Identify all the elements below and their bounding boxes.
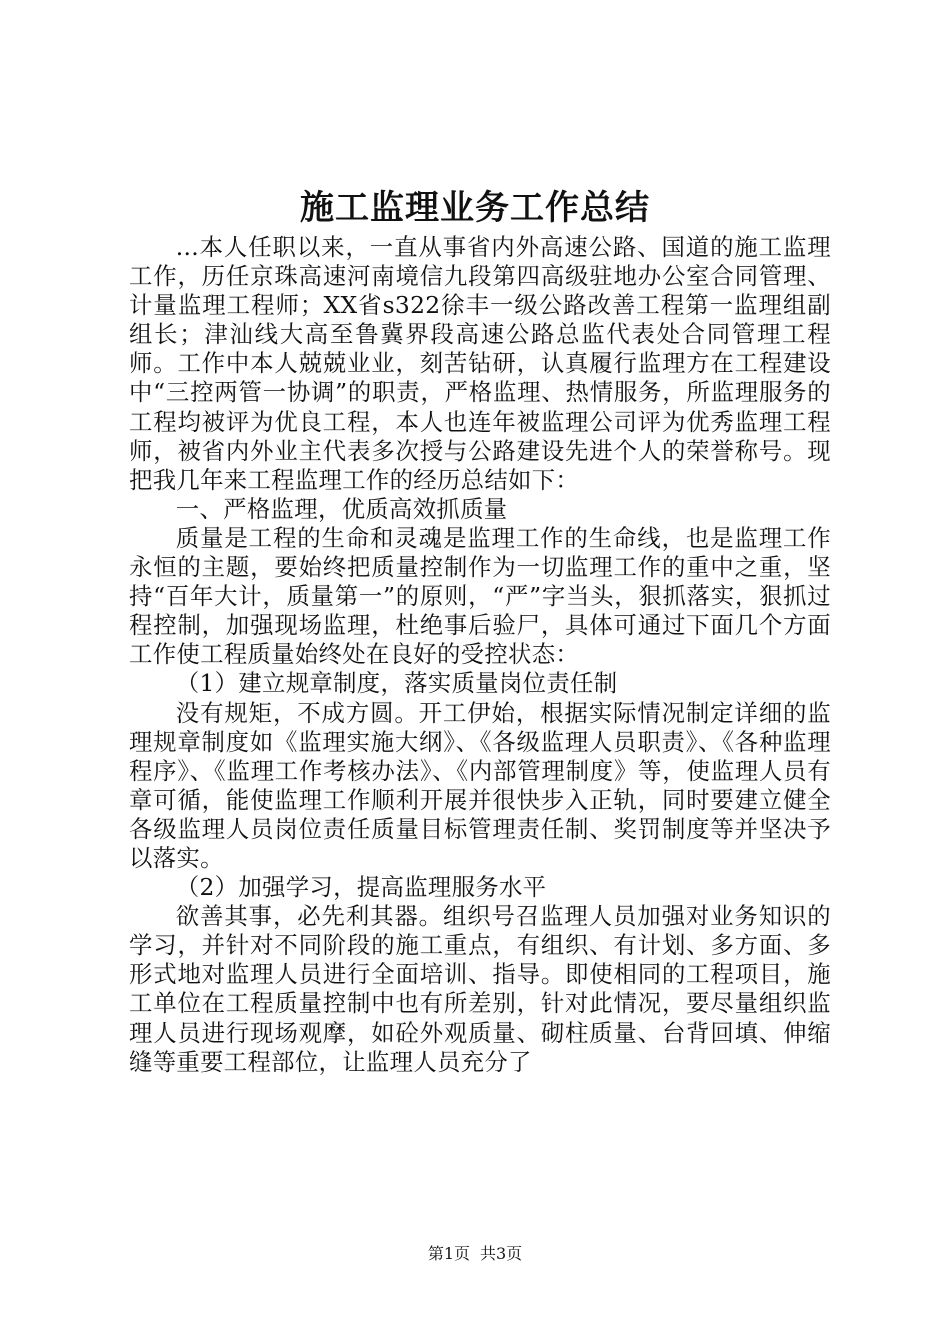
page-footer xyxy=(0,1243,950,1265)
paragraph-quality: 质量是工程的生命和灵魂是监理工作的生命线，也是监理工作永恒的主题，要始终把质量控制作为一切监理工作的重中之重，坚持“百年大计，质量第一”的原则，“严”字当头，狠抓落实，狠抓过程控制，加强现场监理，杜绝事后验尸，具体可通过下面几个方面工作使工程质量始终处在良好的受控状态： xyxy=(129,523,831,669)
paragraph-rules: 没有规矩，不成方圆。开工伊始，根据实际情况制定详细的监理规章制度如《监理实施大纲》、《各级监理人员职责》、《各种监理程序》、《监理工作考核办法》、《内部管理制度》等，使监理人员有章可循，能使监理工作顺利开展并很快步入正轨，同时要建立健全各级监理人员岗位责任质量目标管理责任制、奖罚制度等并坚决予以落实。 xyxy=(129,698,831,872)
subheading-rules: （1）建立规章制度，落实质量岗位责任制 xyxy=(175,669,618,698)
document-body xyxy=(129,233,831,1077)
document-title: 施工监理业务工作总结 xyxy=(300,188,650,228)
section-heading-quality: 一、严格监理，优质高效抓质量 xyxy=(175,494,508,523)
paragraph-intro: ...本人任职以来，一直从事省内外高速公路、国道的施工监理工作，历任京珠高速河南境信九段第四高级驻地办公室合同管理、计量监理工程师；XX省s322徐丰一级公路改善工程第一监理组副组长；津汕线大高至鲁冀界段高速公路总监代表处合同管理工程师。工作中本人兢兢业业，刻苦钻研，认真履行监理方在工程建设中“三控两管一协调”的职责，严格监理、热情服务，所监理服务的工程均被评为优良工程，本人也连年被监理公司评为优秀监理工程师，被省内外业主代表多次授与公路建设先进个人的荣誉称号。现把我几年来工程监理工作的经历总结如下： xyxy=(129,233,831,494)
paragraph-learning: 欲善其事，必先利其器。组织号召监理人员加强对业务知识的学习，并针对不同阶段的施工重点，有组织、有计划、多方面、多形式地对监理人员进行全面培训、指导。即使相同的工程项目，施工单位在工程质量控制中也有所差别，针对此情况，要尽量组织监理人员进行现场观摩，如砼外观质量、砌柱质量、台背回填、伸缩缝等重要工程部位，让监理人员充分了 xyxy=(129,902,831,1076)
page-total: 共3页 xyxy=(480,1244,523,1263)
page-number: 第1页 xyxy=(427,1244,470,1263)
subheading-learning: （2）加强学习，提高监理服务水平 xyxy=(175,873,547,902)
